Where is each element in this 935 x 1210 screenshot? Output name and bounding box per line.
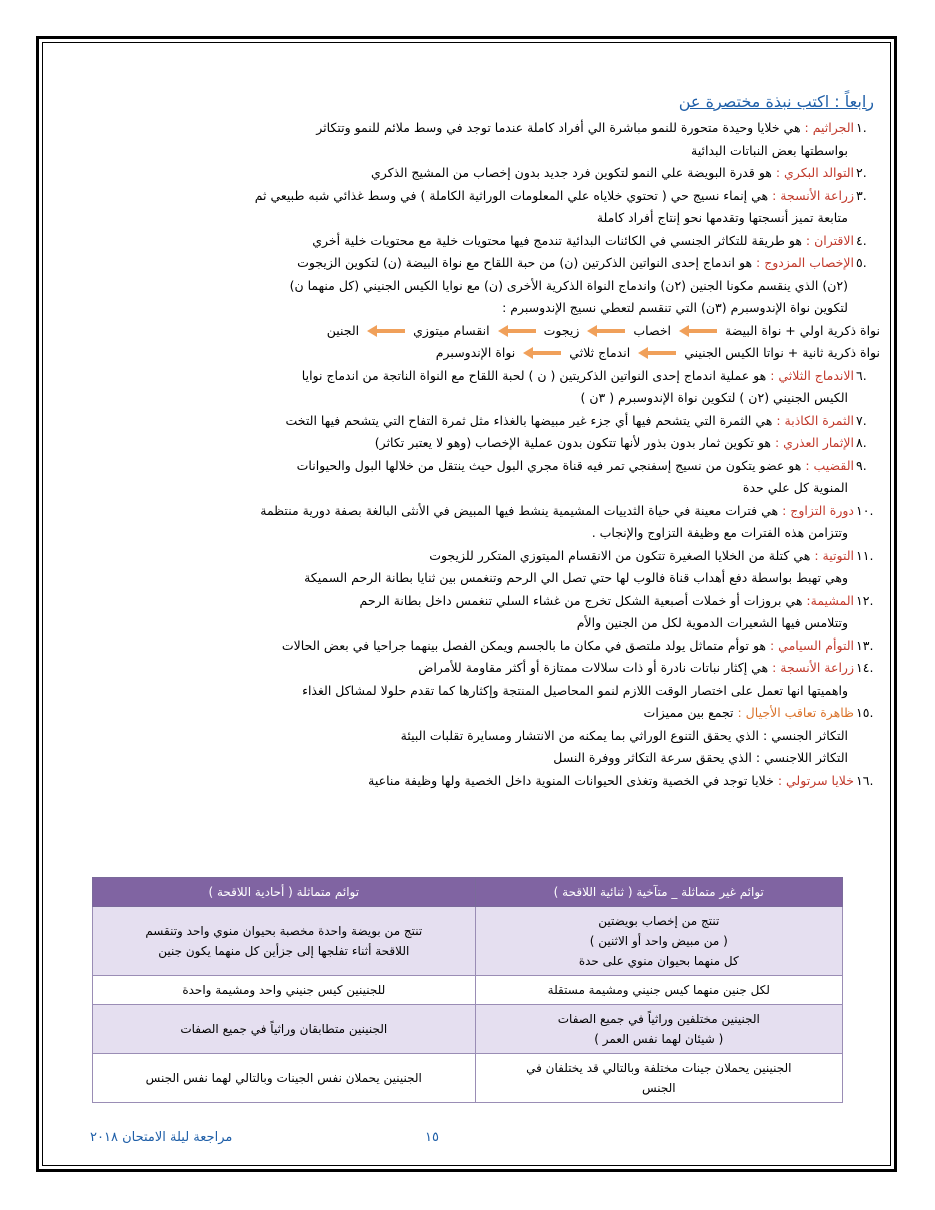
arrow-left-icon: [498, 326, 536, 336]
list-item: [90, 432, 880, 455]
list-item: [90, 117, 880, 162]
definition-continuation: بواسطتها بعض النباتات البدائية: [691, 142, 848, 158]
list-item: [90, 770, 880, 793]
flow-step: نواة ذكرية ثانية + نواتا الكيس الجنيني: [684, 345, 880, 360]
table-cell: تنتج من إخصاب بويضتين ( من مبيض واحد أو الاثنين ) كل منهما بحيوان منوي على حدة: [475, 907, 842, 976]
term-label: التوتية :: [814, 547, 854, 563]
table-header: توائم متماثلة ( أحادية اللاقحة ): [93, 878, 476, 907]
definition-continuation: متابعة تميز أنسجتها وتقدمها نحو إنتاج أفراد كاملة: [596, 210, 848, 225]
table-cell: الجنينين يحملان نفس الجينات وبالتالي لهما نفس الجنس: [93, 1054, 476, 1103]
flow-step: زيجوت: [543, 322, 580, 338]
list-item: [90, 500, 880, 545]
item-number: .٧: [856, 412, 867, 428]
document-body: [90, 92, 880, 792]
flow-step: اخصاب: [633, 322, 672, 338]
item-number: .١٤: [856, 660, 874, 675]
definition-text: هو تكوين ثمار بدون بذور لأنها تتكون بدون عملية الإخصاب (وهو لا يعتبر تكاثر): [374, 435, 775, 450]
definition-continuation: الكيس الجنيني (٢ن ) لتكوين نواة الإندوسبرم ( ٣ن ): [580, 390, 848, 405]
item-number: .٣: [856, 187, 867, 203]
arrow-left-icon: [679, 326, 717, 336]
term-label: الإثمار العذري :: [774, 435, 854, 450]
list-item: [90, 657, 880, 702]
definition-text: هي إكثار نباتات نادرة أو ذات سلالات ممتازة أو أكثر مقاومة للأمراض: [418, 660, 773, 675]
term-label: التوالد البكري :: [775, 165, 854, 180]
definition-continuation: التكاثر اللاجنسي : الذي يحقق سرعة التكاثر ووفرة النسل: [553, 750, 848, 765]
term-label: دورة التزاوج :: [782, 502, 854, 518]
list-item: [90, 162, 880, 185]
definition-continuation: وتتلامس فيها الشعيرات الدموية لكل من الجنين والأم: [576, 615, 848, 630]
term-label: زراعة الأنسجة :: [772, 660, 854, 675]
definition-text: هو اندماج إحدى النواتين الذكرتين (ن) من حبة اللقاح مع نواة البيضة (ن) لتكوين الزيجوت: [297, 255, 757, 270]
definition-continuation: لتكوين نواة الإندوسبرم (٣ن) التي تنقسم لتعطي نسيج الإندوسبرم :: [502, 300, 848, 315]
list-item: [90, 410, 880, 433]
definition-continuation: التكاثر الجنسي : الذي يحقق التنوع الوراثي بما يمكنه من الانتشار ومسايرة تقلبات البيئة: [400, 727, 848, 743]
page-number: ١٥: [425, 1130, 439, 1145]
term-label: زراعة الأنسجة :: [772, 187, 854, 203]
term-label: ظاهرة تعاقب الأجيال :: [737, 705, 854, 720]
item-number: .٢: [856, 165, 867, 180]
list-item: [90, 185, 880, 230]
definitions-list-continued: [90, 365, 880, 793]
table-header: توائم غير متماثلة _ متآخية ( ثنائية اللاقحة ): [475, 878, 842, 907]
list-item: [90, 455, 880, 500]
table-row: [93, 1005, 843, 1054]
flow-step: الجنين: [326, 322, 360, 338]
flow-step: نواة ذكرية اولي + نواة البيضة: [725, 322, 880, 338]
definition-continuation: المنوية كل علي حدة: [742, 480, 848, 495]
list-item: [90, 252, 880, 320]
item-number: .١٥: [856, 705, 874, 720]
table-cell: للجنينين كيس جنيني واحد ومشيمة واحدة: [93, 976, 476, 1005]
table-row: [93, 1054, 843, 1103]
definition-text: هو عملية اندماج إحدى النواتين الذكريتين ( ن ) لحبة اللقاح مع النواة الناتجة من اندماج نوايا: [301, 367, 771, 383]
flow-step: انقسام ميتوزي: [413, 322, 490, 338]
term-label: خلايا سرتولي :: [777, 772, 854, 788]
list-item: [90, 590, 880, 635]
definition-text: هو قدرة البويضة علي النمو لتكوين فرد جديد بدون إخصاب من المشيج الذكري: [370, 165, 776, 180]
term-label: الجراثيم :: [804, 120, 854, 135]
definition-text: خلايا توجد في الخصية وتغذى الحيوانات المنوية داخل الخصية ولها وظيفة مناعية: [368, 772, 778, 788]
term-label: التوأم السيامي :: [769, 637, 854, 653]
definition-text: هو توأم متماثل يولد ملتصق في مكان ما بالجسم ويمكن الفصل بينهما جراحيا في بعض الحالات: [281, 637, 770, 653]
item-number: .٥: [856, 255, 867, 270]
arrow-left-icon: [638, 348, 676, 358]
term-label: القضيب :: [805, 457, 854, 473]
term-label: الإخصاب المزدوج :: [756, 255, 854, 270]
item-number: .١١: [856, 547, 874, 563]
arrow-left-icon: [367, 326, 405, 336]
item-number: .٤: [856, 232, 867, 248]
item-number: .٩: [856, 457, 867, 473]
definition-text: هي كتلة من الخلايا الصغيرة تتكون من الانقسام الميتوزي المتكرر للزيجوت: [429, 547, 815, 563]
definition-text: تجمع بين مميزات: [643, 705, 738, 720]
twins-comparison-table: [92, 877, 843, 1103]
item-number: .١: [856, 120, 867, 135]
definition-text: هي خلايا وحيدة متحورة للنمو مباشرة الي أفراد كاملة عندما توجد في وسط ملائم للنمو وتتكاثر: [316, 120, 805, 135]
term-label: المشيمة:: [806, 592, 854, 608]
item-number: .١٦: [856, 772, 874, 788]
table-cell: الجنينين متطابقان وراثياً في جميع الصفات: [93, 1005, 476, 1054]
list-item: [90, 545, 880, 590]
table-row: [93, 907, 843, 976]
list-item: [90, 230, 880, 253]
list-item: [90, 365, 880, 410]
item-number: .١٢: [856, 592, 874, 608]
footer-title: مراجعة ليلة الامتحان ٢٠١٨: [90, 1130, 233, 1145]
definition-continuation: واهميتها انها تعمل على اختصار الوقت اللازم لنمو المحاصيل المنتجة وإكثارها كما تقدم حلولا لمشاكل الغذاء: [302, 682, 848, 698]
list-item: [90, 702, 880, 770]
definition-continuation: (٢ن) الذي ينقسم مكونا الجنين (٢ن) واندماج النواة الذكرية الأخرى (ن) مع نوايا الكيس الجنيني (كل منهما ن): [289, 277, 848, 293]
definition-text: هي فترات معينة في حياة الثدييات المشيمية ينشط فيها المبيض في الأنثى البالغة بصفة دورية منتظمة: [260, 502, 783, 518]
item-number: .١٣: [856, 637, 874, 653]
definition-continuation: وهي تهبط بواسطة دفع أهداب قناة فالوب لها حتي تصل الي الرحم وتنغمس بين ثنايا بطانة الرحم السميكة: [304, 570, 848, 585]
definition-text: هو عضو يتكون من نسيج إسفنجي تمر فيه قناة مجري البول حيث ينتقل من خلالها البول والحيوانات: [296, 457, 806, 473]
fertilization-flow-2: [90, 342, 880, 365]
term-label: الثمرة الكاذبة :: [776, 412, 854, 428]
term-label: الاقتران :: [805, 232, 854, 248]
definition-text: هو طريقة للتكاثر الجنسي في الكائنات البدائية تندمج فيها محتويات خلية مع محتويات خلية أخري: [312, 232, 806, 248]
item-number: .١٠: [856, 502, 874, 518]
flow-step: اندماج ثلاثي: [569, 345, 631, 360]
table-row: [93, 976, 843, 1005]
list-item: [90, 635, 880, 658]
table-cell: الجنينين مختلفين وراثياً في جميع الصفات ( شيئان لهما نفس العمر ): [475, 1005, 842, 1054]
definitions-list: [90, 117, 880, 320]
table-cell: تنتج من بويضة واحدة مخصبة بحيوان منوي واحد وتنقسم اللاقحة أثناء تفلجها إلى جزأين كل منهما يكون جنين: [93, 907, 476, 976]
flow-step: نواة الإندوسبرم: [435, 345, 516, 360]
table-cell: لكل جنين منهما كيس جنيني ومشيمة مستقلة: [475, 976, 842, 1005]
table-cell: الجنينين يحملان جينات مختلفة وبالتالي قد يختلفان في الجنس: [475, 1054, 842, 1103]
item-number: .٨: [856, 435, 867, 450]
definition-continuation: وتتزامن هذه الفترات مع وظيفة التزاوج والإنجاب .: [591, 525, 848, 540]
item-number: .٦: [856, 367, 867, 383]
definition-text: هي بروزات أو خملات أصبعية الشكل تخرج من غشاء السلي تنغمس داخل بطانة الرحم: [359, 592, 807, 608]
arrow-left-icon: [587, 326, 625, 336]
section-title: رابعاً : اكتب نبذة مختصرة عن: [678, 92, 874, 111]
definition-text: هي إنماء نسيج حي ( تحتوي خلاياه علي المعلومات الوراثية الكاملة ) في وسط غذائي شبه طبيعي ثم: [254, 187, 773, 203]
term-label: الاندماج الثلاثي :: [770, 367, 854, 383]
definition-text: هي الثمرة التي يتشحم فيها أي جزء غير مبيضها بالغذاء مثل ثمرة التفاح التي يتشحم فيها التخت: [285, 412, 777, 428]
fertilization-flow-1: [90, 320, 880, 343]
arrow-left-icon: [523, 348, 561, 358]
